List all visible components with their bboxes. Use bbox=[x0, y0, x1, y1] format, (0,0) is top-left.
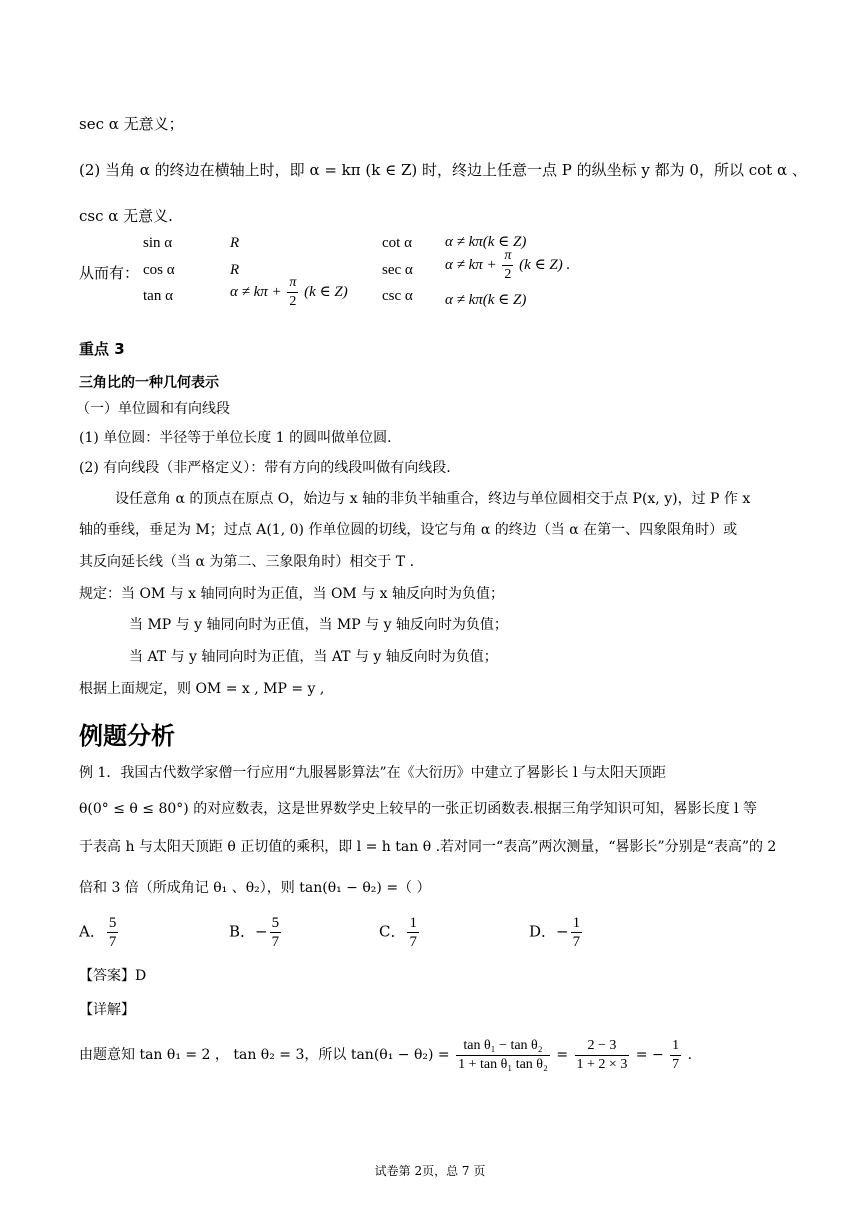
table-cell: α ≠ kπ(k ∈ Z) bbox=[445, 234, 527, 250]
text-line: 倍和 3 倍（所成角记 θ₁ 、θ₂），则 tan(θ₁ − θ₂) =（ ） bbox=[79, 880, 431, 896]
fraction-numerator: 2 − 3 bbox=[575, 1037, 630, 1056]
option-b bbox=[229, 914, 283, 951]
text-line: 当 AT 与 y 轴同向时为正值，当 AT 与 y 轴反向时为负值； bbox=[129, 649, 498, 665]
text-line: 设任意角 α 的顶点在原点 O，始边与 x 轴的非负半轴重合，终边与单位圆相交于点 P(x, y)，过 P 作 x bbox=[115, 491, 751, 507]
table-cell bbox=[230, 274, 348, 311]
text-line: 根据上面规定，则 OM = x , MP = y , bbox=[79, 681, 325, 697]
table-cell: csc α bbox=[382, 288, 413, 304]
solution-line bbox=[79, 1036, 692, 1074]
fraction-denominator: 7 bbox=[271, 934, 280, 950]
text-line: (2) 当角 α 的终边在横轴上时，即 α = kπ (k ∈ Z) 时，终边上任意一点 P 的纵坐标 y 都为 0，所以 cot α 、 bbox=[79, 161, 807, 179]
text-line: θ(0° ≤ θ ≤ 80°) 的对应数表，这是世界数学史上较早的一张正切函数表.根据三角学知识可知，晷影长度 l 等 bbox=[79, 801, 758, 817]
fraction bbox=[571, 914, 583, 951]
fraction bbox=[502, 247, 513, 284]
fraction-denominator: 2 bbox=[289, 294, 297, 309]
fraction-denominator: 1 + 2 × 3 bbox=[576, 1056, 628, 1072]
option-a bbox=[79, 914, 120, 951]
answer-text: 【答案】D bbox=[79, 968, 147, 984]
option-label: D．− bbox=[529, 922, 569, 941]
fraction-denominator: 2 bbox=[504, 267, 512, 282]
text-line: 例 1．我国古代数学家僧一行应用“九服晷影算法”在《大衍历》中建立了晷影长 l 与太阳天顶距 bbox=[79, 765, 667, 781]
table-cell: α ≠ kπ(k ∈ Z) bbox=[445, 292, 527, 308]
text-line: 于表高 h 与太阳天顶距 θ 正切值的乘积，即 l = h tan θ .若对同一“表高”两次测量，“晷影长”分别是“表高”的 2 bbox=[79, 839, 777, 855]
fraction-denominator: 7 bbox=[108, 934, 117, 950]
table-cell: R bbox=[230, 262, 240, 278]
fraction bbox=[407, 914, 419, 951]
fraction-denominator: 7 bbox=[672, 1056, 680, 1072]
table-cell bbox=[445, 247, 570, 284]
text-line: 轴的垂线，垂足为 M；过点 A(1, 0) 作单位圆的切线，设它与角 α 的终边（当 α 在第一、四象限角时）或 bbox=[79, 522, 738, 538]
math-text: (k ∈ Z) bbox=[304, 283, 348, 300]
option-label: C． bbox=[379, 922, 406, 941]
page-footer: 试卷第 2页，总 7 页 bbox=[374, 1164, 486, 1178]
math-text: α ≠ kπ + bbox=[445, 256, 497, 273]
fraction bbox=[287, 274, 298, 311]
text-line: sec α 无意义； bbox=[79, 115, 184, 133]
text-line: 规定：当 OM 与 x 轴同向时为正值，当 OM 与 x 轴反向时为负值； bbox=[79, 586, 505, 602]
fraction-denominator: 7 bbox=[409, 934, 417, 950]
math-text: α ≠ kπ + bbox=[230, 283, 282, 300]
option-label: A． bbox=[79, 922, 105, 941]
fraction-denominator: 1 + tan θ₁ tan θ₂ bbox=[458, 1056, 548, 1072]
text-line: 当 MP 与 y 轴同向时为正值，当 MP 与 y 轴反向时为负值； bbox=[129, 617, 508, 633]
fraction-numerator: 1 bbox=[670, 1037, 681, 1056]
fraction-denominator: 7 bbox=[572, 934, 581, 950]
fraction-numerator: 5 bbox=[271, 915, 280, 931]
table-cell: cot α bbox=[382, 235, 412, 251]
text-line: 其反向延长线（当 α 为第二、三象限角时）相交于 T . bbox=[79, 554, 415, 570]
period: . bbox=[687, 1047, 693, 1063]
fraction bbox=[670, 1037, 681, 1074]
text-line: （一）单位圆和有向线段 bbox=[76, 401, 230, 417]
fraction-numerator: 1 bbox=[572, 915, 581, 931]
fraction bbox=[575, 1037, 630, 1074]
equals-sign: = − bbox=[635, 1047, 664, 1063]
fraction-numerator: tan θ₁ − tan θ₂ bbox=[456, 1037, 550, 1056]
section-heading: 重点 3 bbox=[79, 340, 125, 358]
table-cell: sin α bbox=[143, 235, 173, 251]
fraction bbox=[456, 1037, 550, 1074]
option-label: B．− bbox=[229, 922, 268, 941]
option-c bbox=[379, 914, 421, 951]
table-cell: sec α bbox=[382, 262, 413, 278]
table-cell: R bbox=[230, 235, 240, 251]
fraction-numerator: π bbox=[287, 274, 298, 293]
table-prefix: 从而有： bbox=[79, 264, 140, 282]
detail-label: 【详解】 bbox=[79, 1002, 135, 1018]
equals-sign: = bbox=[556, 1047, 569, 1063]
table-cell: cos α bbox=[143, 262, 175, 278]
math-text: (k ∈ Z) . bbox=[519, 256, 571, 273]
fraction-numerator: 5 bbox=[108, 915, 117, 931]
fraction-numerator: π bbox=[502, 247, 513, 266]
solution-text: 由题意知 tan θ₁ = 2 ， tan θ₂ = 3，所以 tan(θ₁ − θ₂) = bbox=[79, 1047, 450, 1063]
fraction-numerator: 1 bbox=[409, 915, 417, 931]
option-d bbox=[529, 914, 584, 951]
text-line: (1) 单位圆：半径等于单位长度 1 的圆叫做单位圆. bbox=[79, 430, 392, 446]
table-cell: tan α bbox=[143, 288, 173, 304]
text-line: csc α 无意义. bbox=[79, 207, 173, 225]
text-line: (2) 有向线段（非严格定义）：带有方向的线段叫做有向线段. bbox=[79, 460, 451, 476]
subsection-heading: 三角比的一种几何表示 bbox=[79, 375, 219, 391]
fraction bbox=[270, 914, 282, 951]
section-title: 例题分析 bbox=[79, 722, 175, 750]
fraction bbox=[107, 914, 119, 951]
